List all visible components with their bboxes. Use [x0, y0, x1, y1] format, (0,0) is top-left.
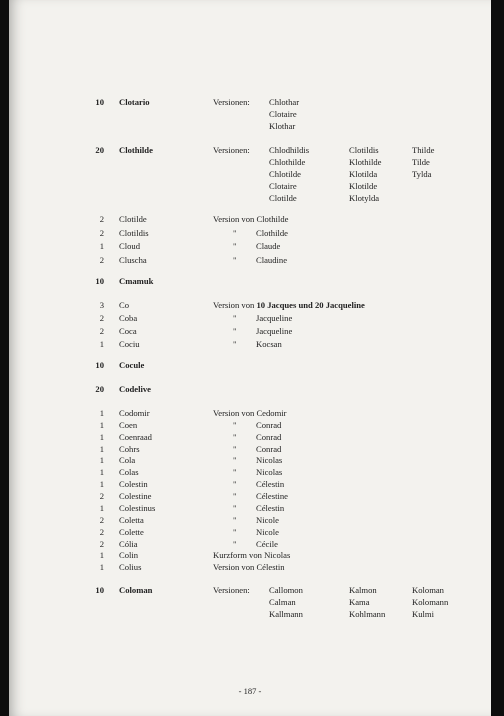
- version-name: Kulmi: [412, 609, 434, 619]
- entry-reference: Nicole: [256, 515, 279, 525]
- entry-name: Cocule: [119, 360, 145, 370]
- document-page: [9, 0, 491, 716]
- entry-count: 2: [99, 515, 104, 525]
- ditto-mark: ": [233, 313, 237, 323]
- version-name: Klotilda: [349, 169, 378, 179]
- ditto-mark: ": [233, 479, 237, 489]
- entry-count: 2: [99, 326, 104, 336]
- ditto-mark: ": [233, 444, 237, 454]
- entry-count: 1: [99, 241, 104, 251]
- version-name: Chlothar: [269, 97, 300, 107]
- version-name: Klothilde: [349, 157, 382, 167]
- entry-name: Cmamuk: [119, 276, 154, 286]
- entry-count: 10: [95, 360, 104, 370]
- ditto-mark: ": [233, 527, 237, 537]
- entry-name: Co: [119, 300, 130, 310]
- version-name: Chlodhildis: [269, 145, 310, 155]
- version-name: Tilde: [412, 157, 430, 167]
- entry-count: 1: [99, 467, 104, 477]
- version-name: Clotaire: [269, 109, 297, 119]
- entry-note-bold: 10 Jacques und 20 Jacqueline: [256, 300, 365, 310]
- entry-name: Coloman: [119, 585, 153, 595]
- entry-name: Cólia: [119, 539, 138, 549]
- version-name: Chlotilde: [269, 169, 301, 179]
- entry-count: 20: [95, 145, 104, 155]
- ditto-mark: ": [233, 503, 237, 513]
- entry-reference: Jacqueline: [256, 326, 293, 336]
- entry-count: 20: [95, 384, 104, 394]
- version-name: Kallmann: [269, 609, 303, 619]
- entry-name: Colius: [119, 562, 142, 572]
- entry-name: Colin: [119, 550, 139, 560]
- ditto-mark: ": [233, 241, 237, 251]
- entry-name: Coen: [119, 420, 138, 430]
- entry-reference: Nicole: [256, 527, 279, 537]
- ditto-mark: ": [233, 432, 237, 442]
- ditto-mark: ": [233, 228, 237, 238]
- entry-count: 2: [99, 527, 104, 537]
- entry-name: Cloud: [119, 241, 141, 251]
- ditto-mark: ": [233, 467, 237, 477]
- entry-count: 3: [99, 300, 104, 310]
- entry-count: 1: [99, 503, 104, 513]
- entry-reference: Célestin: [256, 479, 285, 489]
- version-name: Klotylda: [349, 193, 380, 203]
- entry-name: Coletta: [119, 515, 144, 525]
- ditto-mark: ": [233, 255, 237, 265]
- entry-name: Clothilde: [119, 145, 153, 155]
- version-name: Klothar: [269, 121, 296, 131]
- ditto-mark: ": [233, 420, 237, 430]
- entry-count: 1: [99, 432, 104, 442]
- ditto-mark: ": [233, 339, 237, 349]
- entry-name: Clotilde: [119, 214, 147, 224]
- entry-name: Cociu: [119, 339, 140, 349]
- entry-reference: Claude: [256, 241, 281, 251]
- ditto-mark: ": [233, 455, 237, 465]
- versions-label: Versionen:: [213, 585, 250, 595]
- entry-count: 10: [95, 276, 104, 286]
- entry-reference: Conrad: [256, 432, 282, 442]
- entry-reference: Conrad: [256, 444, 282, 454]
- entry-note: Kurzform von Nicolas: [213, 550, 291, 560]
- version-name: Thilde: [412, 145, 435, 155]
- version-name: Callomon: [269, 585, 303, 595]
- entry-count: 1: [99, 444, 104, 454]
- entry-count: 2: [99, 214, 104, 224]
- entry-name: Coenraad: [119, 432, 152, 442]
- entry-count: 1: [99, 550, 104, 560]
- entry-reference: Jacqueline: [256, 313, 293, 323]
- ditto-mark: ": [233, 539, 237, 549]
- version-name: Kolomann: [412, 597, 449, 607]
- version-name: Tylda: [412, 169, 432, 179]
- versions-label: Versionen:: [213, 97, 250, 107]
- ditto-mark: ": [233, 326, 237, 336]
- entry-name: Clotildis: [119, 228, 149, 238]
- entry-name: Colestine: [119, 491, 152, 501]
- entry-count: 1: [99, 479, 104, 489]
- version-name: Chlothilde: [269, 157, 306, 167]
- entry-count: 2: [99, 491, 104, 501]
- version-name: Clotilde: [269, 193, 297, 203]
- version-name: Calman: [269, 597, 296, 607]
- entry-reference: Cécile: [256, 539, 278, 549]
- entry-count: 1: [99, 408, 104, 418]
- entry-count: 1: [99, 562, 104, 572]
- entry-name: Coca: [119, 326, 137, 336]
- version-name: Kohlmann: [349, 609, 386, 619]
- ditto-mark: ": [233, 491, 237, 501]
- entry-count: 2: [99, 255, 104, 265]
- entry-reference: Kocsan: [256, 339, 282, 349]
- entry-name: Colette: [119, 527, 144, 537]
- entry-count: 2: [99, 539, 104, 549]
- entry-count: 10: [95, 97, 104, 107]
- entry-reference: Célestin: [256, 503, 285, 513]
- entry-name: Colestinus: [119, 503, 156, 513]
- entry-name: Clotario: [119, 97, 150, 107]
- entry-note: Version von Cedomir: [213, 408, 287, 418]
- entry-name: Coba: [119, 313, 138, 323]
- entry-count: 10: [95, 585, 104, 595]
- ditto-mark: ": [233, 515, 237, 525]
- entry-name: Codelive: [119, 384, 151, 394]
- entry-reference: Claudine: [256, 255, 288, 265]
- version-name: Kama: [349, 597, 370, 607]
- entry-count: 2: [99, 228, 104, 238]
- entry-count: 1: [99, 455, 104, 465]
- entry-note: Version von Clothilde: [213, 214, 289, 224]
- entry-name: Cohrs: [119, 444, 140, 454]
- versions-label: Versionen:: [213, 145, 250, 155]
- version-name: Clotaire: [269, 181, 297, 191]
- page-number: - 187 -: [238, 686, 262, 696]
- entry-reference: Clothilde: [256, 228, 288, 238]
- entry-name: Codomir: [119, 408, 150, 418]
- version-name: Koloman: [412, 585, 444, 595]
- entry-count: 1: [99, 339, 104, 349]
- entry-reference: Nicolas: [256, 455, 283, 465]
- version-name: Clotildis: [349, 145, 379, 155]
- entry-name: Cluscha: [119, 255, 147, 265]
- entry-reference: Conrad: [256, 420, 282, 430]
- entry-reference: Nicolas: [256, 467, 283, 477]
- entry-name: Colestin: [119, 479, 148, 489]
- entry-note: Version von 10 Jacques und 20 Jacqueline: [213, 300, 365, 310]
- entry-reference: Célestine: [256, 491, 288, 501]
- version-name: Klotilde: [349, 181, 378, 191]
- entry-name: Cola: [119, 455, 136, 465]
- entry-name: Colas: [119, 467, 139, 477]
- entry-count: 2: [99, 313, 104, 323]
- version-name: Kalmon: [349, 585, 377, 595]
- entry-note: Version von Célestin: [213, 562, 285, 572]
- entry-count: 1: [99, 420, 104, 430]
